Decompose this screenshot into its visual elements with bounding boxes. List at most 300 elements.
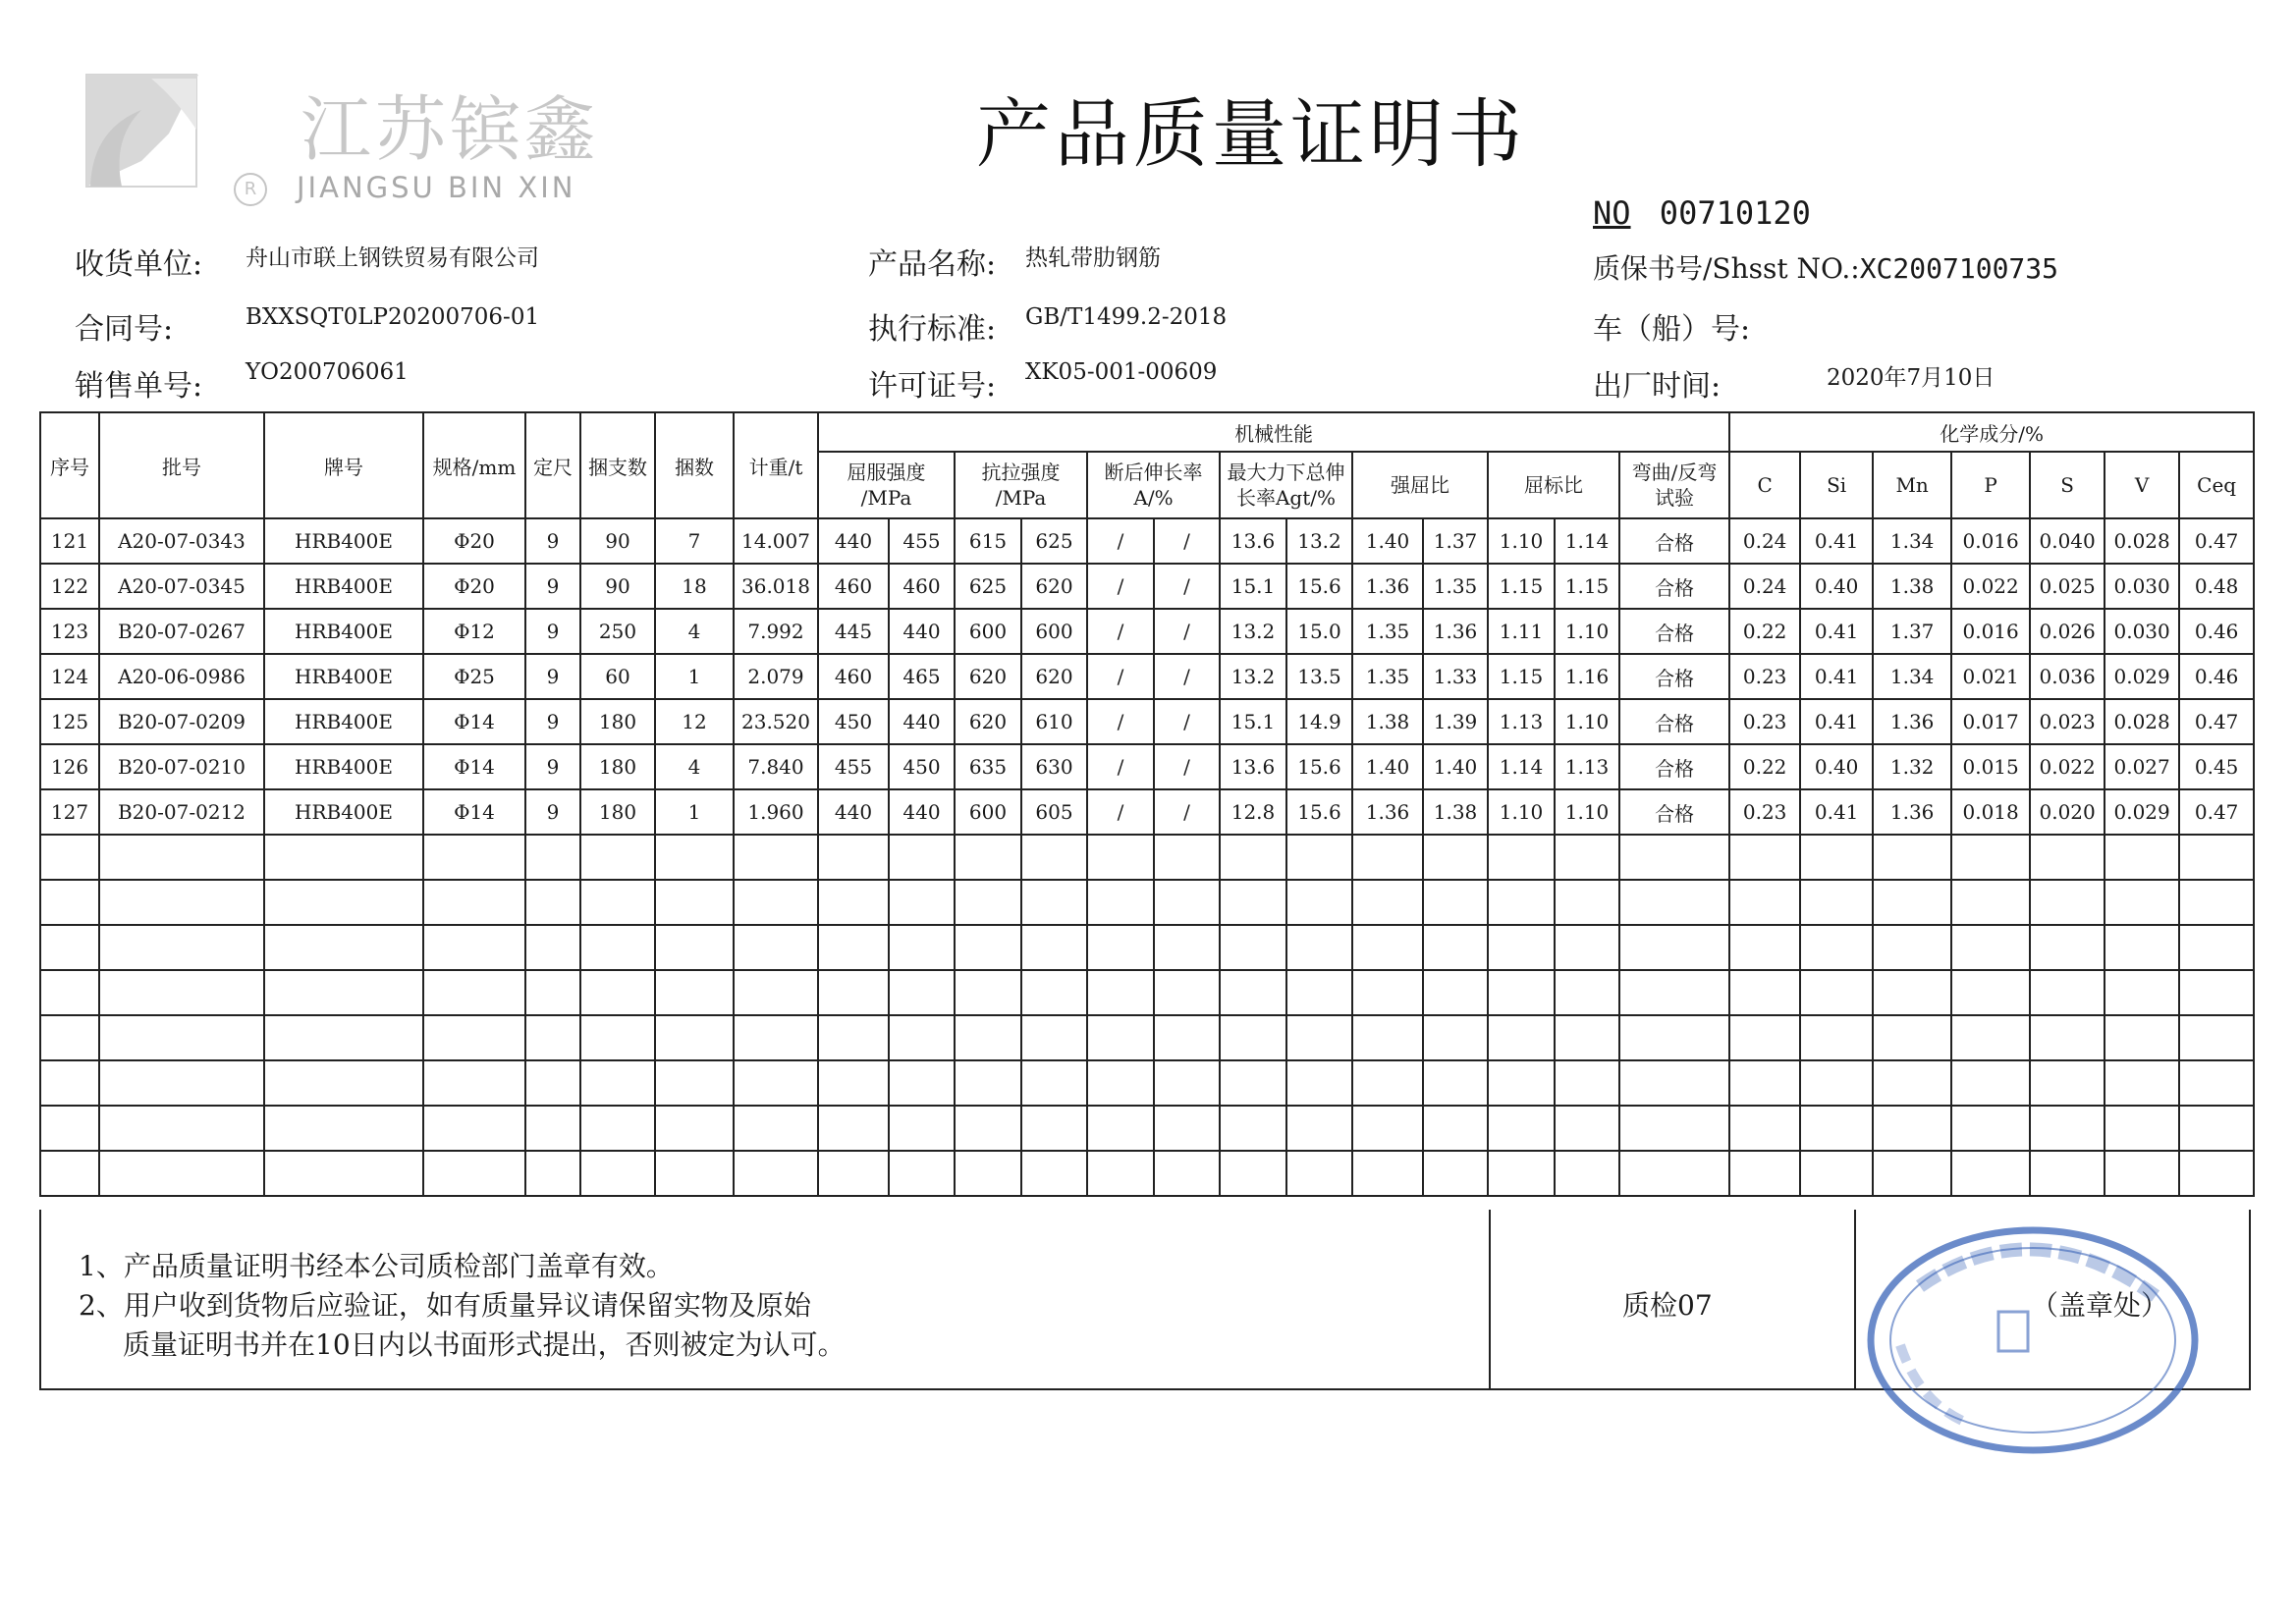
vehicle-label: 车（船）号: [1593,312,1751,347]
cell-e1: / [1087,789,1154,835]
cell-e2: / [1154,789,1220,835]
cell-c: 0.23 [1729,654,1800,699]
cell-seq: 127 [40,789,99,835]
empty-cell [525,880,580,925]
cell-seq: 125 [40,699,99,744]
empty-cell [1729,1060,1800,1106]
cell-e1: / [1087,518,1154,564]
empty-cell [99,1106,264,1151]
cell-y1: 460 [818,654,889,699]
cell-bundles: 4 [655,609,734,654]
empty-cell [955,1151,1021,1196]
cell-r1: 1.35 [1352,609,1423,654]
empty-cell [1800,1151,1873,1196]
cell-y1: 460 [818,564,889,609]
cell-q1: 1.14 [1488,744,1555,789]
empty-cell [2105,880,2179,925]
empty-cell [889,970,955,1015]
empty-cell [1352,1106,1423,1151]
cell-len: 9 [525,654,580,699]
empty-cell [889,880,955,925]
empty-cell [1352,835,1423,880]
empty-cell [1729,925,1800,970]
empty-cell [2179,1106,2254,1151]
empty-cell [1087,1060,1154,1106]
empty-cell [1619,1060,1729,1106]
cell-y2: 460 [889,564,955,609]
license-value: XK05-001-00609 [1025,359,1218,385]
empty-cell [2179,835,2254,880]
cell-r2: 1.40 [1423,744,1488,789]
table-row [40,518,2254,564]
cell-t2: 620 [1021,654,1087,699]
empty-cell [889,925,955,970]
cell-p: 0.021 [1951,654,2030,699]
cell-ceq: 0.45 [2179,744,2254,789]
cell-e1: / [1087,564,1154,609]
cert-number [1593,247,2058,287]
empty-cell [818,970,889,1015]
table-row [40,564,2254,609]
cell-batch: B20-07-0209 [99,699,264,744]
empty-cell [2030,970,2105,1015]
empty-cell [1873,1060,1951,1106]
empty-cell [655,880,734,925]
cell-v: 0.028 [2105,518,2179,564]
cell-weight: 7.840 [734,744,818,789]
cell-ceq: 0.47 [2179,518,2254,564]
cell-bend: 合格 [1619,518,1729,564]
empty-cell [1087,835,1154,880]
cell-r1: 1.35 [1352,654,1423,699]
cell-a2: 15.6 [1286,789,1352,835]
table-row [40,789,2254,835]
cell-spec: Φ14 [423,744,525,789]
empty-cell [1423,1151,1488,1196]
empty-cell [1021,835,1087,880]
empty-cell [40,970,99,1015]
cell-ceq: 0.46 [2179,609,2254,654]
empty-cell [889,1106,955,1151]
cell-r2: 1.35 [1423,564,1488,609]
logo-english-name: JIANGSU BIN XIN [297,171,576,204]
cell-pcs: 180 [580,699,655,744]
empty-cell [1619,925,1729,970]
note-3: 质量证明书并在10日内以书面形式提出，否则被定为认可。 [123,1328,846,1361]
empty-cell [889,1015,955,1060]
empty-cell [40,1151,99,1196]
header-spec: 规格/mm [423,412,525,518]
empty-cell [2030,1015,2105,1060]
empty-cell [1800,1015,1873,1060]
standard-value: GB/T1499.2-2018 [1025,304,1228,330]
empty-cell [99,1151,264,1196]
empty-cell [2105,1060,2179,1106]
empty-cell [818,1015,889,1060]
empty-cell [580,1106,655,1151]
cell-a1: 15.1 [1220,564,1286,609]
empty-cell [1488,880,1555,925]
empty-cell [423,835,525,880]
company-logo-icon [82,71,200,190]
empty-cell [1154,835,1220,880]
empty-cell [734,925,818,970]
cell-e2: / [1154,609,1220,654]
cell-p: 0.016 [1951,518,2030,564]
empty-cell [99,970,264,1015]
cell-len: 9 [525,518,580,564]
cell-grade: HRB400E [264,654,423,699]
empty-cell [1286,835,1352,880]
cell-v: 0.030 [2105,564,2179,609]
cell-s: 0.023 [2030,699,2105,744]
empty-cell [655,1151,734,1196]
empty-cell [2105,1015,2179,1060]
empty-cell [1220,925,1286,970]
cell-mn: 1.32 [1873,744,1951,789]
cell-q2: 1.16 [1555,654,1619,699]
empty-cell [1729,835,1800,880]
cell-ceq: 0.48 [2179,564,2254,609]
cell-r2: 1.39 [1423,699,1488,744]
cell-y1: 440 [818,789,889,835]
seal-placeholder: （盖章处） [2031,1289,2169,1322]
header-p: P [1951,452,2030,518]
cell-e1: / [1087,609,1154,654]
empty-cell [1488,1060,1555,1106]
empty-cell [264,970,423,1015]
empty-cell [818,880,889,925]
date-label: 出厂时间: [1593,369,1722,404]
cell-y1: 450 [818,699,889,744]
empty-cell [1488,1106,1555,1151]
header-tensile-yield-ratio: 强屈比 [1352,452,1488,518]
quality-table [39,411,2255,1197]
empty-cell [1423,1060,1488,1106]
cell-r1: 1.38 [1352,699,1423,744]
empty-cell [955,1060,1021,1106]
empty-cell [818,1060,889,1106]
empty-cell [955,835,1021,880]
empty-cell [1021,880,1087,925]
empty-cell [423,1015,525,1060]
empty-cell [889,835,955,880]
cell-t1: 620 [955,654,1021,699]
empty-cell [580,925,655,970]
empty-cell [1021,1015,1087,1060]
cell-r1: 1.40 [1352,518,1423,564]
cell-bundles: 12 [655,699,734,744]
empty-cell [1951,925,2030,970]
cell-bend: 合格 [1619,654,1729,699]
cell-c: 0.22 [1729,609,1800,654]
empty-cell [580,1151,655,1196]
empty-cell [525,970,580,1015]
cell-v: 0.030 [2105,609,2179,654]
cell-s: 0.025 [2030,564,2105,609]
empty-cell [2030,1151,2105,1196]
empty-cell [1021,1151,1087,1196]
empty-cell [1423,1106,1488,1151]
empty-cell [1488,925,1555,970]
empty-cell [1619,880,1729,925]
cell-q2: 1.15 [1555,564,1619,609]
table-row [40,609,2254,654]
empty-cell [734,880,818,925]
empty-cell [1220,1060,1286,1106]
cell-weight: 23.520 [734,699,818,744]
empty-cell [1423,880,1488,925]
cell-r1: 1.40 [1352,744,1423,789]
header-seq: 序号 [40,412,99,518]
cell-q2: 1.13 [1555,744,1619,789]
empty-cell [1220,1106,1286,1151]
empty-cell [580,880,655,925]
date-value: 2020年7月10日 [1827,365,1995,391]
empty-cell [2030,880,2105,925]
empty-cell [525,1015,580,1060]
document-number [1593,194,1811,232]
cell-a1: 12.8 [1220,789,1286,835]
cell-mn: 1.34 [1873,654,1951,699]
cert-number-label: 质保书号/Shsst NO.: [1593,252,1860,285]
header-bend-test: 弯曲/反弯 试验 [1619,452,1729,518]
cell-seq: 126 [40,744,99,789]
cell-mn: 1.37 [1873,609,1951,654]
empty-cell [1352,970,1423,1015]
cell-e1: / [1087,699,1154,744]
empty-cell [1286,970,1352,1015]
empty-table-row [40,925,2254,970]
cell-a2: 15.0 [1286,609,1352,654]
empty-table-row [40,835,2254,880]
cell-v: 0.027 [2105,744,2179,789]
cell-spec: Φ14 [423,789,525,835]
empty-cell [889,1060,955,1106]
empty-cell [1951,835,2030,880]
cell-si: 0.41 [1800,789,1873,835]
cell-batch: A20-07-0343 [99,518,264,564]
empty-cell [1423,835,1488,880]
cell-t1: 600 [955,609,1021,654]
company-seal-stamp-icon [1861,1218,2205,1463]
empty-cell [2105,835,2179,880]
empty-cell [1488,1151,1555,1196]
cell-p: 0.022 [1951,564,2030,609]
cell-v: 0.028 [2105,699,2179,744]
cell-a2: 14.9 [1286,699,1352,744]
empty-cell [818,1106,889,1151]
empty-cell [2105,1106,2179,1151]
consignee-value: 舟山市联上钢铁贸易有限公司 [246,245,539,271]
empty-cell [1154,880,1220,925]
empty-cell [655,835,734,880]
header-c: C [1729,452,1800,518]
empty-cell [1873,1106,1951,1151]
cell-s: 0.022 [2030,744,2105,789]
empty-cell [264,1015,423,1060]
document-title: 产品质量证明书 [976,90,1526,178]
empty-cell [40,880,99,925]
consignee-label: 收货单位: [75,247,203,282]
empty-cell [2179,1060,2254,1106]
empty-cell [1951,880,2030,925]
cell-c: 0.24 [1729,518,1800,564]
table-row [40,654,2254,699]
table-body [40,518,2254,1196]
cell-a1: 13.6 [1220,744,1286,789]
empty-cell [525,1060,580,1106]
empty-cell [655,1060,734,1106]
empty-cell [655,970,734,1015]
header-yield-standard-ratio: 屈标比 [1488,452,1619,518]
empty-cell [1352,880,1423,925]
cell-s: 0.026 [2030,609,2105,654]
cell-e2: / [1154,654,1220,699]
cell-mn: 1.36 [1873,699,1951,744]
cell-grade: HRB400E [264,744,423,789]
empty-cell [1423,970,1488,1015]
cell-mn: 1.38 [1873,564,1951,609]
cell-bundles: 1 [655,654,734,699]
cell-r2: 1.36 [1423,609,1488,654]
cert-number-value: XC2007100735 [1859,252,2058,285]
cell-a1: 15.1 [1220,699,1286,744]
empty-cell [1555,925,1619,970]
empty-cell [655,1015,734,1060]
cell-mn: 1.34 [1873,518,1951,564]
empty-cell [264,880,423,925]
cell-si: 0.41 [1800,518,1873,564]
cell-q2: 1.14 [1555,518,1619,564]
empty-cell [1488,1015,1555,1060]
cell-a2: 13.2 [1286,518,1352,564]
cell-spec: Φ14 [423,699,525,744]
cell-e2: / [1154,518,1220,564]
empty-cell [1021,925,1087,970]
empty-cell [1286,1106,1352,1151]
header-v: V [2105,452,2179,518]
header-mechanical-group: 机械性能 [818,412,1729,452]
empty-cell [1087,1106,1154,1151]
cell-batch: A20-07-0345 [99,564,264,609]
cell-q2: 1.10 [1555,699,1619,744]
empty-cell [1800,835,1873,880]
cell-t2: 620 [1021,564,1087,609]
cell-e2: / [1154,699,1220,744]
cell-y2: 440 [889,699,955,744]
empty-cell [2030,1106,2105,1151]
cell-weight: 2.079 [734,654,818,699]
empty-cell [1800,880,1873,925]
cell-mn: 1.36 [1873,789,1951,835]
empty-cell [1154,1151,1220,1196]
cell-weight: 36.018 [734,564,818,609]
empty-cell [1220,835,1286,880]
cell-t2: 625 [1021,518,1087,564]
document-number-value: 00710120 [1659,194,1811,232]
empty-cell [1619,835,1729,880]
empty-cell [1286,1151,1352,1196]
footer-divider [1854,1210,1856,1388]
empty-cell [1729,1015,1800,1060]
empty-cell [1951,970,2030,1015]
cell-t1: 620 [955,699,1021,744]
cell-q2: 1.10 [1555,789,1619,835]
header-si: Si [1800,452,1873,518]
cell-p: 0.018 [1951,789,2030,835]
empty-cell [818,835,889,880]
cell-q1: 1.10 [1488,518,1555,564]
empty-cell [1352,925,1423,970]
cell-a2: 15.6 [1286,564,1352,609]
empty-cell [1021,1106,1087,1151]
cell-bend: 合格 [1619,609,1729,654]
empty-cell [2105,925,2179,970]
standard-label: 执行标准: [868,312,997,347]
empty-cell [1154,970,1220,1015]
empty-cell [2030,835,2105,880]
cell-t2: 600 [1021,609,1087,654]
empty-cell [264,1060,423,1106]
empty-cell [1873,835,1951,880]
empty-cell [818,1151,889,1196]
empty-cell [1873,970,1951,1015]
cell-r1: 1.36 [1352,564,1423,609]
cell-t2: 605 [1021,789,1087,835]
contract-value: BXXSQT0LP20200706-01 [246,304,540,330]
cell-len: 9 [525,564,580,609]
empty-cell [655,925,734,970]
cell-weight: 1.960 [734,789,818,835]
logo-chinese-name: 江苏镔鑫 [301,88,600,171]
cell-spec: Φ20 [423,518,525,564]
empty-cell [423,1106,525,1151]
registered-mark: R [234,173,267,206]
empty-cell [734,1151,818,1196]
empty-cell [1873,1015,1951,1060]
document-number-label: NO [1593,194,1631,232]
cell-si: 0.41 [1800,609,1873,654]
empty-cell [1154,925,1220,970]
header-length: 定尺 [525,412,580,518]
empty-cell [2105,970,2179,1015]
cell-r2: 1.33 [1423,654,1488,699]
cell-seq: 121 [40,518,99,564]
cell-q1: 1.15 [1488,654,1555,699]
empty-cell [1555,1106,1619,1151]
header-ceq: Ceq [2179,452,2254,518]
product-label: 产品名称: [868,247,997,282]
cell-p: 0.016 [1951,609,2030,654]
empty-cell [955,880,1021,925]
cell-grade: HRB400E [264,699,423,744]
cell-y2: 450 [889,744,955,789]
empty-cell [734,835,818,880]
empty-cell [1220,970,1286,1015]
empty-cell [1619,1151,1729,1196]
cell-pcs: 180 [580,744,655,789]
empty-cell [2105,1151,2179,1196]
cell-seq: 122 [40,564,99,609]
cell-q1: 1.11 [1488,609,1555,654]
empty-cell [1423,925,1488,970]
empty-cell [1087,970,1154,1015]
empty-cell [1087,1015,1154,1060]
empty-cell [1800,925,1873,970]
cell-r2: 1.38 [1423,789,1488,835]
empty-cell [1555,1151,1619,1196]
